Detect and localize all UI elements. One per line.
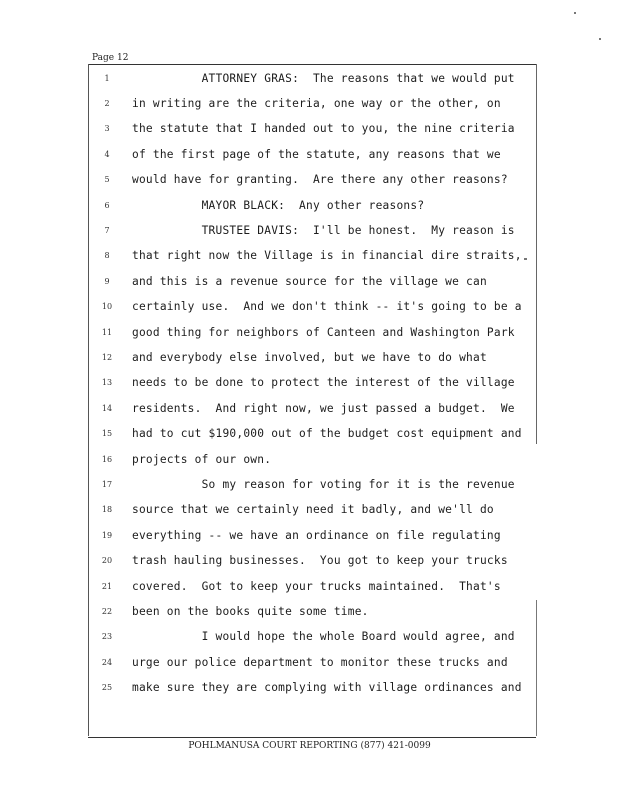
line-number: 1: [104, 73, 110, 83]
line-number: 8: [104, 251, 110, 261]
line-text: everything -- we have an ordinance on file regulating: [132, 528, 501, 542]
transcript-line: [92, 449, 532, 469]
frame-right-border-lower: [536, 600, 537, 736]
line-text: the statute that I handed out to you, the nine criteria: [132, 122, 515, 136]
line-number: 21: [101, 581, 113, 591]
line-text: needs to be done to protect the interest of the village: [132, 376, 515, 390]
line-text: covered. Got to keep your trucks maintained. That's: [132, 579, 501, 593]
line-text: MAYOR BLACK: Any other reasons?: [132, 198, 425, 212]
line-text: make sure they are complying with village ordinances and: [132, 681, 522, 695]
line-text: source that we certainly need it badly, and we'll do: [132, 503, 494, 517]
transcript-line: [92, 144, 532, 164]
line-text: certainly use. And we don't think -- it's going to be a: [132, 300, 522, 314]
line-number: 2: [104, 98, 110, 108]
line-text: been on the books quite some time.: [132, 604, 369, 618]
line-number: 3: [104, 124, 110, 134]
line-text: projects of our own.: [132, 452, 272, 466]
line-text: trash hauling businesses. You got to keep your trucks: [132, 554, 508, 568]
line-text: and this is a revenue source for the village we can: [132, 274, 487, 288]
transcript-line: [92, 119, 532, 139]
line-number: 16: [101, 454, 113, 464]
line-number: 14: [101, 403, 113, 413]
transcript-line: [92, 474, 532, 494]
transcript-line: [92, 246, 532, 266]
line-number: 25: [101, 683, 113, 693]
transcript-line: [92, 93, 532, 113]
transcript-line: [92, 500, 532, 520]
frame-left-border: [88, 64, 89, 736]
line-number: 4: [104, 149, 110, 159]
line-text: that right now the Village is in financial dire straits,: [132, 249, 522, 263]
transcript-line: [92, 424, 532, 444]
transcript-line: [92, 195, 532, 215]
line-number: 12: [101, 352, 113, 362]
line-number: 5: [104, 175, 110, 185]
line-number: 20: [101, 556, 113, 566]
line-number: 11: [101, 327, 113, 337]
transcript-line: [92, 297, 532, 317]
transcript-line: [92, 373, 532, 393]
transcript-line: [92, 551, 532, 571]
transcript-line: [92, 576, 532, 596]
margin-mark: [599, 38, 601, 40]
transcript-line: [92, 170, 532, 190]
line-number: 22: [101, 606, 113, 616]
frame-right-border: [536, 64, 537, 444]
line-number: 23: [101, 632, 113, 642]
transcript-line: [92, 652, 532, 672]
line-text: I would hope the whole Board would agree, and: [132, 630, 515, 644]
line-number: 7: [104, 225, 110, 235]
line-text: good thing for neighbors of Canteen and Washington Park: [132, 325, 515, 339]
transcript-line: [92, 601, 532, 621]
line-text: and everybody else involved, but we have to do what: [132, 350, 487, 364]
line-number: 24: [101, 657, 113, 667]
line-number: 13: [101, 378, 113, 388]
line-text: ATTORNEY GRAS: The reasons that we would put: [132, 71, 515, 85]
line-number: 17: [101, 479, 113, 489]
transcript-line: [92, 322, 532, 342]
transcript-line: [92, 271, 532, 291]
line-text: So my reason for voting for it is the revenue: [132, 477, 515, 491]
court-reporter-footer: POHLMANUSA COURT REPORTING (877) 421-0099: [188, 741, 431, 751]
transcript-line: [92, 678, 532, 698]
line-number: 10: [101, 302, 113, 312]
line-number: 18: [101, 505, 113, 515]
transcript-line: [92, 398, 532, 418]
transcript-line: [92, 525, 532, 545]
line-text: in writing are the criteria, one way or the other, on: [132, 96, 501, 110]
page-number-label: Page 12: [92, 53, 129, 63]
transcript-line: [92, 627, 532, 647]
margin-mark: [574, 12, 576, 14]
line-text: had to cut $190,000 out of the budget cost equipment and: [132, 427, 522, 441]
transcript-line: [92, 347, 532, 367]
line-number: 19: [101, 530, 113, 540]
transcript-line: [92, 220, 532, 240]
line-number: 6: [104, 200, 110, 210]
line-number: 15: [101, 429, 113, 439]
line-text: TRUSTEE DAVIS: I'll be honest. My reason is: [132, 223, 515, 237]
line-number: 9: [104, 276, 110, 286]
transcript-line: [92, 68, 532, 88]
line-text: residents. And right now, we just passed a budget. We: [132, 401, 515, 415]
line-text: would have for granting. Are there any other reasons?: [132, 173, 508, 187]
line-text: urge our police department to monitor these trucks and: [132, 655, 508, 669]
line-text: of the first page of the statute, any reasons that we: [132, 147, 501, 161]
